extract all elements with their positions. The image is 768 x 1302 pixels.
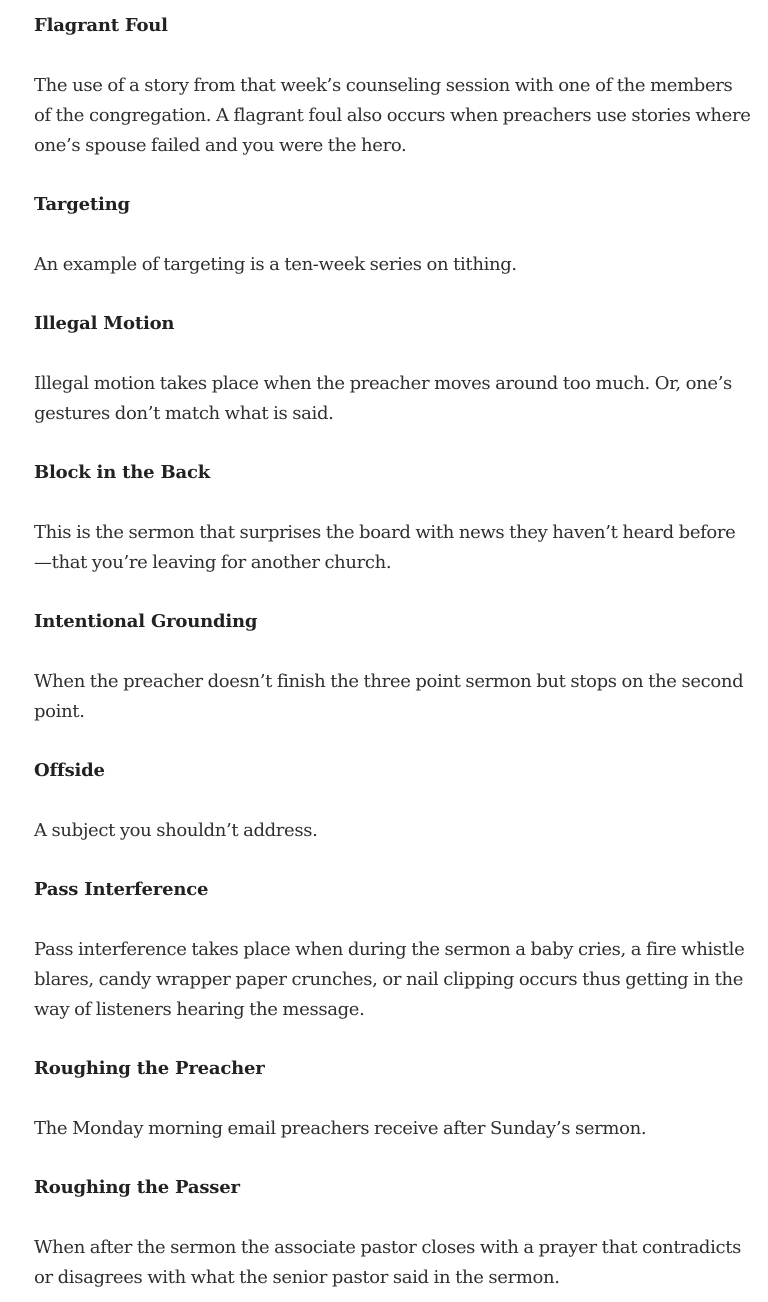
entry-heading: Offside [34,760,105,781]
entry-paragraph: Pass interference takes place when during the sermon a baby cries, a fire whistle blares, candy wrapper paper crunches, or nail clipping occurs thus getting in the way of listeners hearing the message. [34,939,745,1020]
entry-paragraph: When the preacher doesn’t finish the three point sermon but stops on the second point. [34,671,744,722]
entry-heading: Roughing the Preacher [34,1058,265,1079]
entry-pass-interference [34,876,752,1025]
entry-targeting [34,191,752,280]
entry-illegal-motion [34,310,752,429]
entry-block-in-the-back [34,459,752,578]
entry-roughing-the-passer [34,1174,752,1293]
entry-intentional-grounding [34,608,752,727]
entry-paragraph: This is the sermon that surprises the board with news they haven’t heard before—that you’re leaving for another church. [34,522,736,573]
entry-heading: Illegal Motion [34,313,175,334]
entry-roughing-the-preacher [34,1055,752,1144]
entry-paragraph: The use of a story from that week’s counseling session with one of the members of the congregation. A flagrant foul also occurs when preachers use stories where one’s spouse failed and you were the hero. [34,75,751,156]
entry-paragraph: The Monday morning email preachers receive after Sunday’s sermon. [34,1118,647,1139]
entry-heading: Pass Interference [34,879,209,900]
entry-paragraph: Illegal motion takes place when the preacher moves around too much. Or, one’s gestures don’t match what is said. [34,373,732,424]
entry-heading: Intentional Grounding [34,611,258,632]
entry-flagrant-foul [34,12,752,161]
entry-heading: Targeting [34,194,130,215]
entry-heading: Block in the Back [34,462,210,483]
entry-offside [34,757,752,846]
entry-paragraph: An example of targeting is a ten-week series on tithing. [34,254,517,275]
entry-heading: Flagrant Foul [34,15,168,36]
entry-paragraph: When after the sermon the associate pastor closes with a prayer that contradicts or disagrees with what the senior pastor said in the sermon. [34,1237,742,1288]
entry-heading: Roughing the Passer [34,1177,240,1198]
entry-paragraph: A subject you shouldn’t address. [34,820,318,841]
